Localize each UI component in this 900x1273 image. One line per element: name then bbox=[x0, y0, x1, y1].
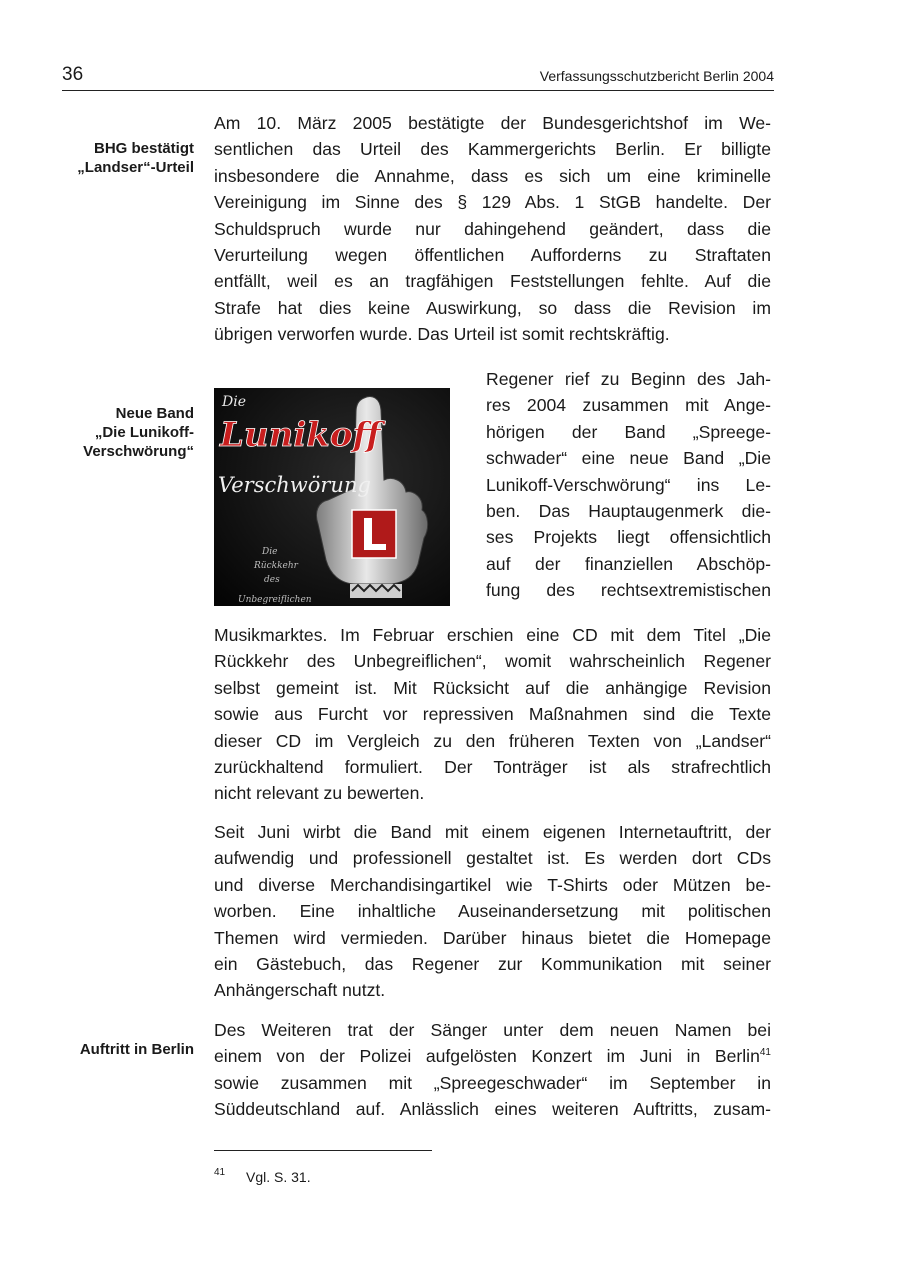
text-line: Des Weiteren trat der Sänger unter dem neuen Namen bei bbox=[214, 1020, 771, 1040]
text-line: worben. Eine inhaltliche Auseinandersetzung mit politischen bbox=[214, 901, 771, 922]
text-line: sowie aus Furcht vor repressiven Maßnahmen sind die Texte bbox=[214, 704, 771, 725]
text-line: selbst gemeint ist. Mit Rücksicht auf die anhängige Revision bbox=[214, 677, 771, 698]
side-note-band bbox=[40, 404, 194, 461]
text-line: ein Gästebuch, das Regener zur Kommunikation mit seiner bbox=[214, 954, 771, 975]
cover-text-band-name: Lunikoff bbox=[220, 415, 381, 455]
text-line: hörigen der Band „Spreege- bbox=[486, 421, 771, 442]
header-rule bbox=[62, 90, 774, 91]
cover-tagline-line: Rückkehr bbox=[254, 561, 298, 571]
text-line: aufwendig und professionell gestaltet ist. Es werden dort CDs bbox=[214, 848, 771, 869]
footnote-text: Vgl. S. 31. bbox=[246, 1169, 311, 1185]
text-line: zurückhaltend formuliert. Der Tonträger ist als strafrechtlich bbox=[214, 757, 771, 778]
side-note-bhg bbox=[40, 139, 194, 177]
side-note-line: „Die Lunikoff- bbox=[94, 424, 194, 441]
text-line: Regener rief zu Beginn des Jah- bbox=[486, 369, 771, 389]
side-note-line: Neue Band bbox=[115, 405, 194, 422]
text-line: auf der finanziellen Abschöp- bbox=[486, 553, 771, 574]
text-line: sowie zusammen mit „Spreegeschwader“ im September in bbox=[214, 1072, 771, 1093]
text-line: Rückkehr des Unbegreiflichen“, womit wahrscheinlich Regener bbox=[214, 651, 771, 672]
cd-cover-illustration bbox=[214, 388, 450, 606]
paragraph-bgh-ruling bbox=[214, 110, 771, 348]
text-line: res 2004 zusammen mit Ange- bbox=[486, 395, 771, 416]
text-line: Süddeutschland auf. Anlässlich eines weiteren Auftritts, zusam- bbox=[214, 1099, 771, 1120]
cover-text-die: Die bbox=[222, 394, 246, 410]
cover-tagline-line: Die bbox=[262, 547, 278, 557]
paragraph-performance-berlin bbox=[214, 1017, 771, 1123]
cover-tagline-line: des bbox=[264, 575, 280, 585]
text-line: übrigen verworfen wurde. Das Urteil ist somit rechtskräftig. bbox=[214, 324, 670, 345]
side-note-auftritt bbox=[40, 1040, 194, 1059]
cd-cover-image bbox=[214, 388, 450, 606]
paragraph-new-band-continued bbox=[214, 622, 771, 807]
text-line: Verurteilung wegen öffentlichen Aufforderns zu Straftaten bbox=[214, 245, 771, 266]
text-line: ben. Das Hauptaugenmerk die- bbox=[486, 501, 771, 522]
page-number: 36 bbox=[62, 64, 84, 85]
footnote-reference[interactable]: 41 bbox=[759, 1047, 771, 1059]
text-line: und diverse Merchandisingartikel wie T-Shirts oder Mützen be- bbox=[214, 874, 771, 895]
paragraph-internet-presence bbox=[214, 819, 771, 1004]
text-line: dieser CD im Vergleich zu den früheren Texten von „Landser“ bbox=[214, 730, 771, 751]
text-line: fung des rechtsextremistischen bbox=[486, 580, 771, 601]
side-note-line: „Landser“-Urteil bbox=[77, 159, 194, 176]
text-line bbox=[214, 1043, 771, 1069]
text-line-segment: einem von der Polizei aufgelösten Konzert im Juni in Berlin bbox=[214, 1046, 760, 1067]
text-line: sentlichen das Urteil des Kammergerichts Berlin. Er billigte bbox=[214, 139, 771, 160]
text-line: Lunikoff-Verschwörung“ ins Le- bbox=[486, 474, 771, 495]
side-note-line: Auftritt in Berlin bbox=[79, 1041, 194, 1058]
paragraph-new-band bbox=[486, 366, 771, 604]
text-line: entfällt, weil es an tragfähigen Feststellungen fehlte. Auf die bbox=[214, 271, 771, 292]
l-emblem bbox=[352, 510, 396, 558]
side-note-line: Verschwörung“ bbox=[83, 443, 194, 460]
text-line: Am 10. März 2005 bestätigte der Bundesgerichtshof im We- bbox=[214, 113, 771, 133]
text-line: schwader“ eine neue Band „Die bbox=[486, 448, 771, 469]
footnote-number: 41 bbox=[214, 1167, 226, 1178]
side-note-line: BHG bestätigt bbox=[93, 140, 194, 157]
text-line: Musikmarktes. Im Februar erschien eine CD mit dem Titel „Die bbox=[214, 625, 771, 645]
running-title: Verfassungsschutzbericht Berlin 2004 bbox=[539, 68, 774, 84]
text-line: Schuldspruch wurde nur dahingehend geändert, dass die bbox=[214, 218, 771, 239]
text-line: Anhängerschaft nutzt. bbox=[214, 980, 386, 1001]
text-line: Themen wird vermieden. Darüber hinaus bietet die Homepage bbox=[214, 927, 771, 948]
cover-tagline-line: Unbegreiflichen bbox=[238, 595, 312, 605]
text-line: Seit Juni wirbt die Band mit einem eigenen Internetauftritt, der bbox=[214, 822, 771, 842]
text-line: Vereinigung im Sinne des § 129 Abs. 1 StGB handelte. Der bbox=[214, 192, 771, 213]
text-line: insbesondere die Annahme, dass es sich um eine kriminelle bbox=[214, 165, 771, 186]
text-line: Strafe hat dies keine Auswirkung, so dass die Revision im bbox=[214, 297, 771, 318]
footnote-rule bbox=[214, 1150, 432, 1151]
text-line: ses Projekts liegt offensichtlich bbox=[486, 527, 771, 548]
text-line: nicht relevant zu bewerten. bbox=[214, 783, 425, 804]
cover-text-subtitle: Verschwörung bbox=[218, 473, 371, 497]
